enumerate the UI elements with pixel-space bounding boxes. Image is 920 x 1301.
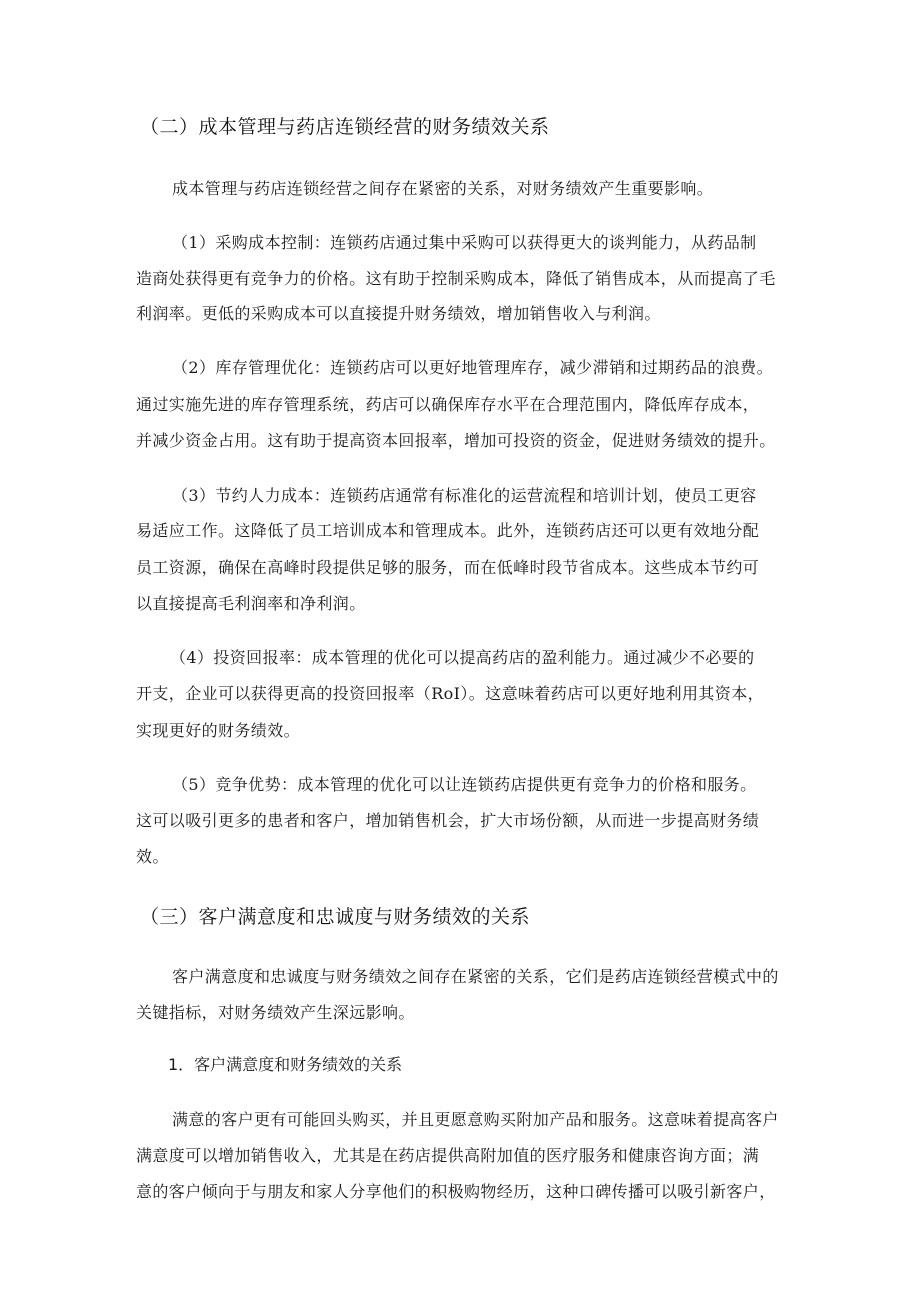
paragraph-line: 关键指标，对财务绩效产生深远影响。 [136, 1003, 415, 1022]
paragraph-line: 满意的客户更有可能回头购买，并且更愿意购买附加产品和服务。这意味着提高客户 [172, 1110, 779, 1129]
subsection-title: 1．客户满意度和财务绩效的关系 [168, 1055, 403, 1074]
paragraph-line: 实现更好的财务绩效。 [136, 721, 301, 740]
paragraph-line: （3）节约人力成本：连锁药店通常有标准化的运营流程和培训计划，使员工更容 [172, 486, 757, 505]
paragraph-line: 这可以吸引更多的患者和客户，增加销售机会，扩大市场份额，从而进一步提高财务绩 [136, 811, 760, 830]
paragraph-line: （5）竞争优势：成本管理的优化可以让连锁药店提供更有竞争力的价格和服务。 [172, 775, 757, 794]
paragraph-line: （1）采购成本控制：连锁药店通过集中采购可以获得更大的谈判能力，从药品制 [172, 233, 757, 252]
paragraph-line: 效。 [136, 847, 169, 866]
paragraph-line: 客户满意度和忠诚度与财务绩效之间存在紧密的关系，它们是药店连锁经营模式中的 [172, 967, 779, 986]
paragraph-line: 利润率。更低的采购成本可以直接提升财务绩效，增加销售收入与利润。 [136, 304, 661, 323]
paragraph-line: 通过实施先进的库存管理系统，药店可以确保库存水平在合理范围内，降低库存成本， [136, 395, 760, 414]
paragraph-line: （4）投资回报率：成本管理的优化可以提高药店的盈利能力。通过减少不必要的 [170, 648, 755, 667]
paragraph-line: 满意度可以增加销售收入，尤其是在药店提供高附加值的医疗服务和健康咨询方面；满 [136, 1146, 760, 1165]
paragraph-line: 开支，企业可以获得更高的投资回报率（RoI）。这意味着药店可以更好地利用其资本， [136, 684, 765, 703]
paragraph-line: 意的客户倾向于与朋友和家人分享他们的积极购物经历，这种口碑传播可以吸引新客户， [136, 1182, 776, 1201]
paragraph-line: （2）库存管理优化：连锁药店可以更好地管理库存，减少滞销和过期药品的浪费。 [172, 358, 773, 377]
section-intro-text: 成本管理与药店连锁经营之间存在紧密的关系，对财务绩效产生重要影响。 [172, 179, 714, 198]
paragraph-line: 易适应工作。这降低了员工培训成本和管理成本。此外，连锁药店还可以更有效地分配 [136, 521, 760, 540]
paragraph-line: 造商处获得更有竞争力的价格。这有助于控制采购成本，降低了销售成本，从而提高了毛 [136, 269, 776, 288]
paragraph-line: 并减少资金占用。这有助于提高资本回报率，增加可投资的资金，促进财务绩效的提升。 [136, 431, 776, 450]
paragraph-line: 员工资源，确保在高峰时段提供足够的服务，而在低峰时段节省成本。这些成本节约可 [136, 558, 760, 577]
section-heading-customer-satisfaction: （三）客户满意度和忠诚度与财务绩效的关系 [140, 906, 531, 928]
paragraph-line: 以直接提高毛利润率和净利润。 [136, 594, 366, 613]
section-heading-cost-management: （二）成本管理与药店连锁经营的财务绩效关系 [140, 116, 550, 138]
